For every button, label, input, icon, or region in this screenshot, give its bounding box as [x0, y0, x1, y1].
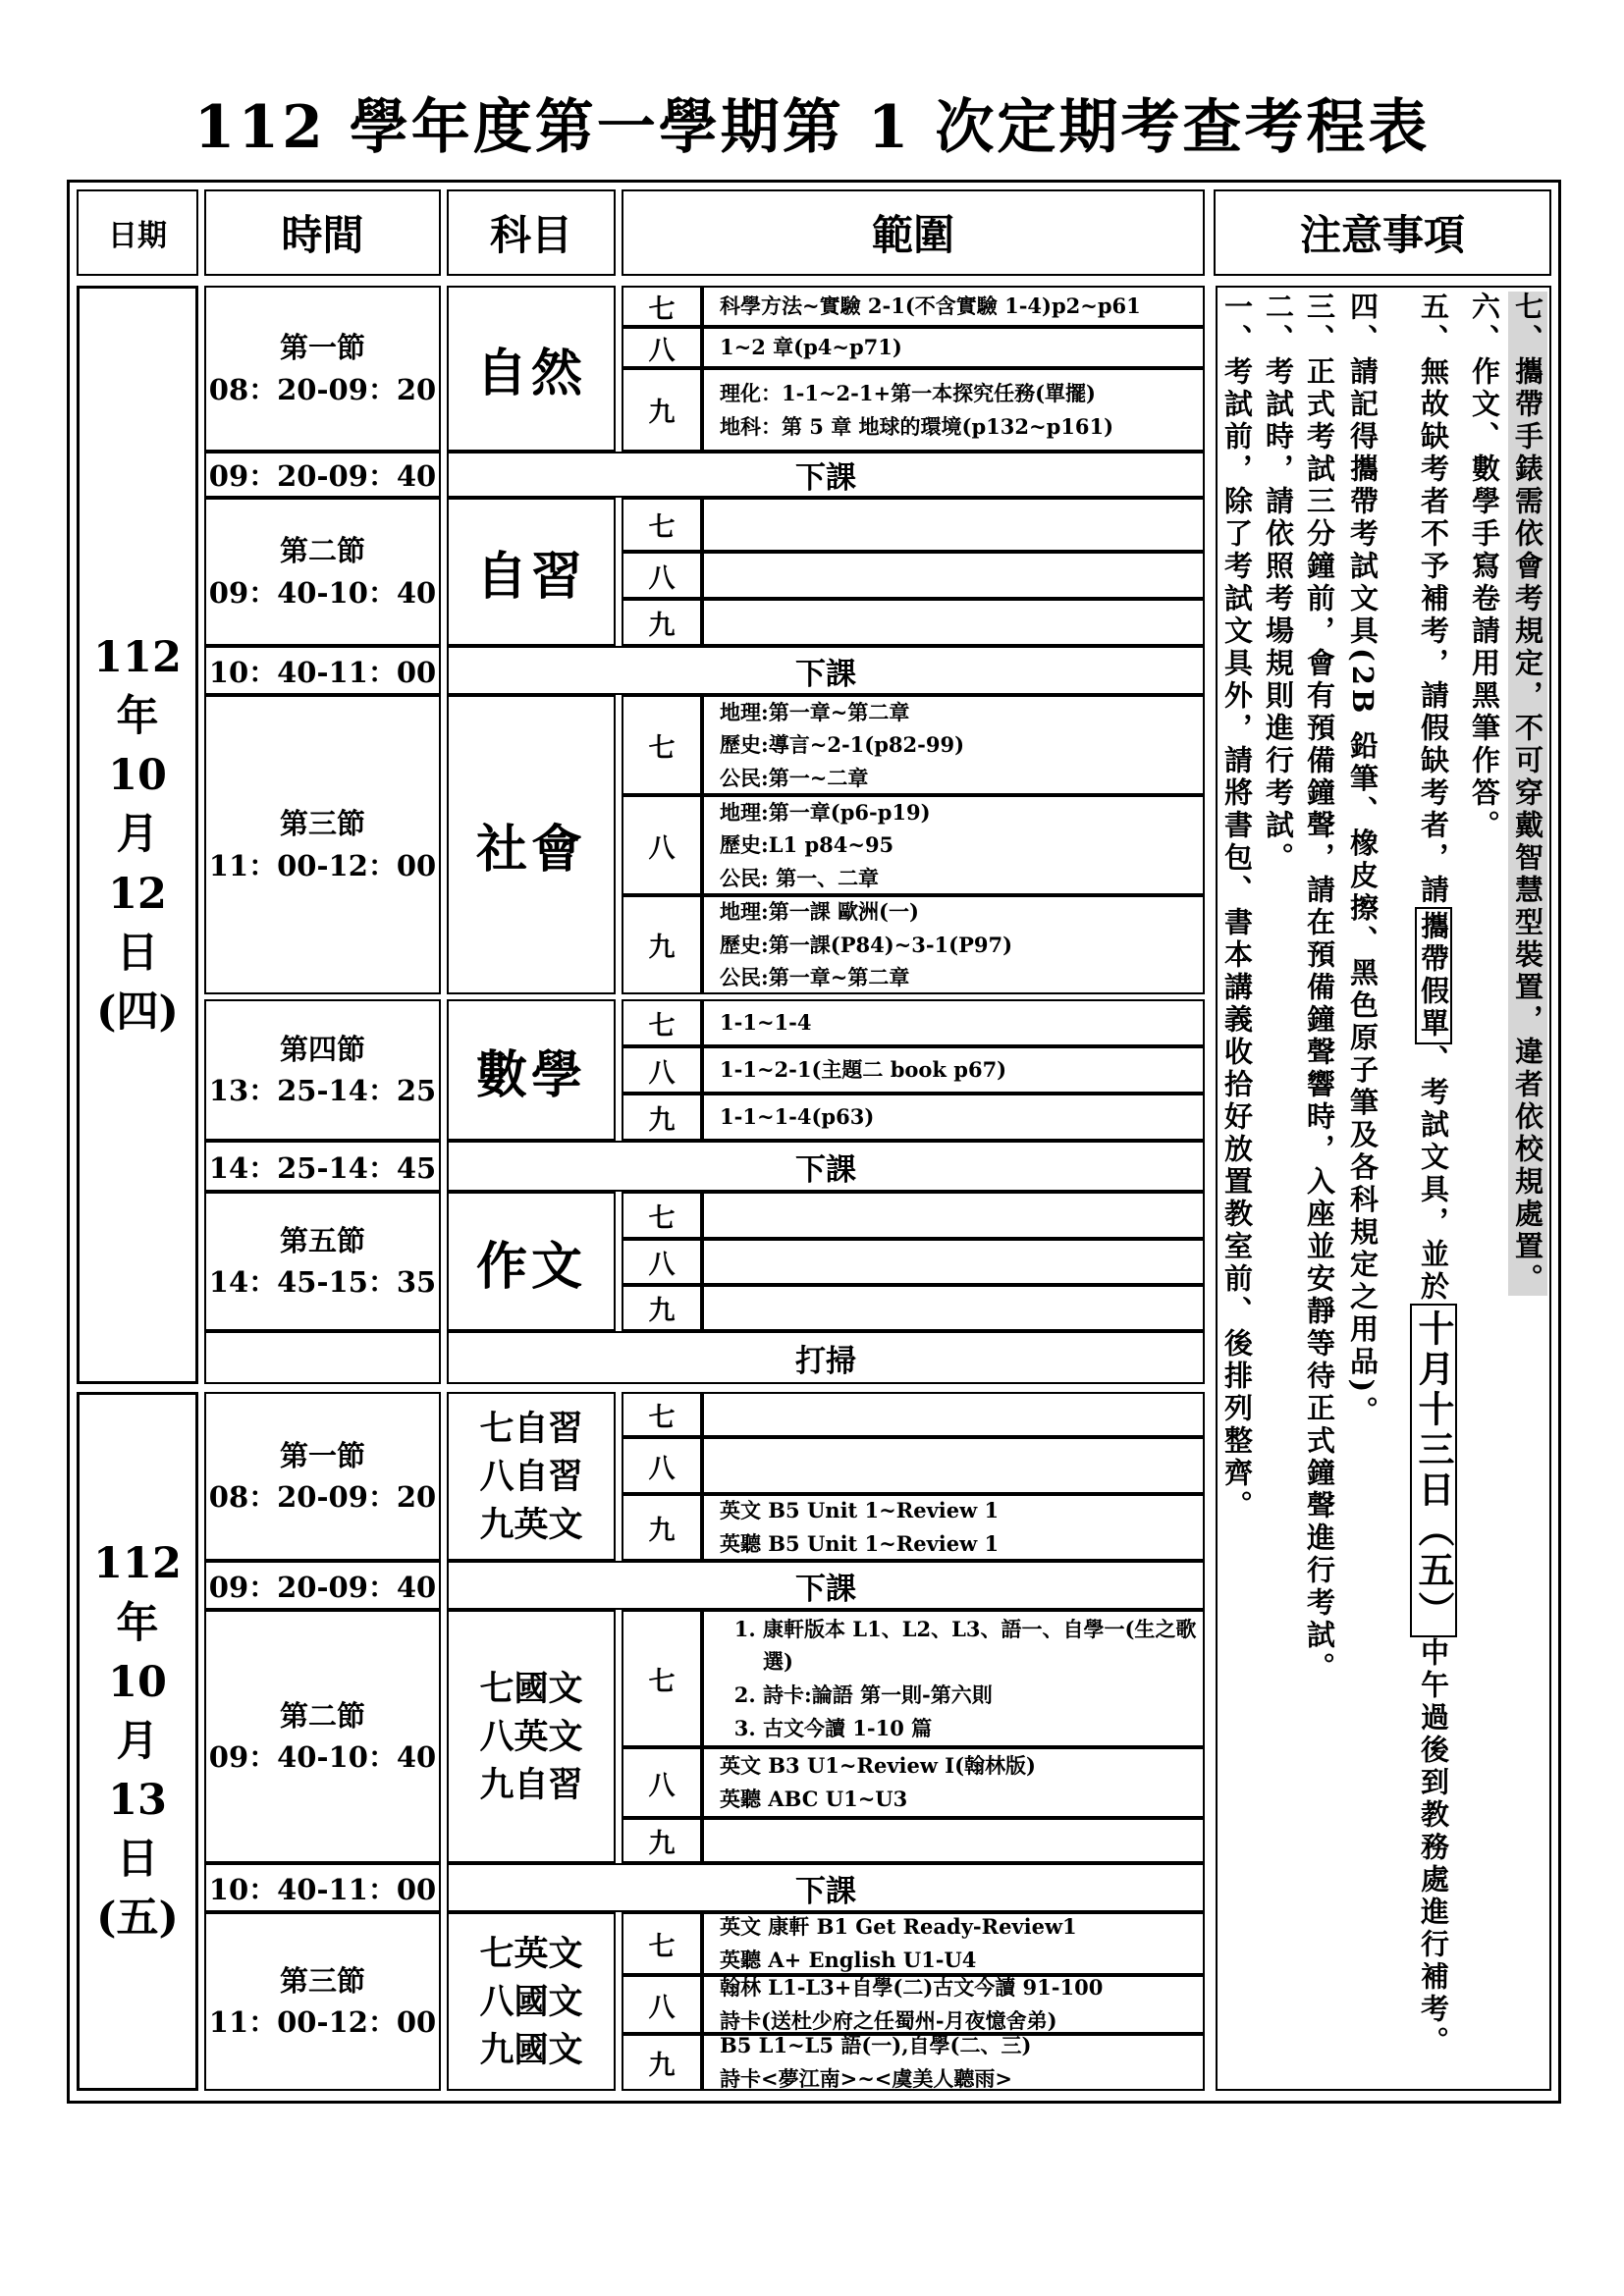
- day2-p1-range9: 英文 B5 Unit 1~Review 1 英聽 B5 Unit 1~Review 1: [702, 1494, 1205, 1561]
- day1-p1-grade9: 九: [622, 368, 702, 452]
- day2-p2-range8: 英文 B3 U1~Review I(翰林版) 英聽 ABC U1~U3: [702, 1747, 1205, 1818]
- day2-break1-label: 下課: [447, 1561, 1205, 1610]
- day2-p3-range8: 翰林 L1-L3+自學(二)古文今讀 91-100 詩卡(送杜少府之任蜀州-月夜憶舍弟): [702, 1975, 1205, 2034]
- header-range: 範圍: [622, 189, 1205, 276]
- day2-p1-grade8: 八: [622, 1437, 702, 1494]
- day1-break2-label: 下課: [447, 646, 1205, 695]
- day1-p2-range7: [702, 498, 1205, 552]
- note-1: 一、考試前，除了考試文具外，請將書包、書本講義收拾好放置教室前、後排列整齊。: [1220, 292, 1254, 1522]
- day1-p4-grade9: 九: [622, 1094, 702, 1141]
- day2-p3-grade7: 七: [622, 1912, 702, 1975]
- header-subject: 科目: [447, 189, 616, 276]
- day1-break2-time: 10：40-11：00: [204, 646, 441, 695]
- day2-p1-range7: [702, 1392, 1205, 1437]
- day1-period5-time: 第五節 14：45-15：35: [204, 1192, 441, 1331]
- day1-p2-grade9: 九: [622, 599, 702, 646]
- day1-p2-range9: [702, 599, 1205, 646]
- day1-p2-grade8: 八: [622, 552, 702, 599]
- day1-p3-range8: 地理:第一章(p6-p19) 歷史:L1 p84~95 公民: 第一、二章: [702, 795, 1205, 895]
- note-5-boxed-leave-slip: 攜帶假單: [1415, 907, 1452, 1044]
- day1-p5-grade9: 九: [622, 1285, 702, 1331]
- day1-p4-range9: 1-1~1-4(p63): [702, 1094, 1205, 1141]
- day2-period3-time: 第三節 11：00-12：00: [204, 1912, 441, 2091]
- day2-p3-grade9: 九: [622, 2034, 702, 2091]
- day2-period3-subjects: 七英文 八國文 九國文: [447, 1912, 616, 2091]
- day1-period4-subject: 數學: [447, 999, 616, 1141]
- day1-p5-range9: [702, 1285, 1205, 1331]
- day1-cleaning-time: [204, 1331, 441, 1384]
- day1-p3-range7: 地理:第一章~第二章 歷史:導言~2-1(p82-99) 公民:第一~二章: [702, 695, 1205, 795]
- day1-break1-label: 下課: [447, 452, 1205, 498]
- note-5: 五、無故缺考者不予補考，請假缺考者，請攜帶假單、考試文具，並於十月十三日（五）中午過後到教務處進行補考。: [1412, 292, 1455, 2058]
- notes-panel: [1216, 286, 1551, 2091]
- day2-period1-time: 第一節 08：20-09：20: [204, 1392, 441, 1561]
- note-5-makeup-date: 十月十三日（五）: [1410, 1304, 1457, 1637]
- day2-p1-grade9: 九: [622, 1494, 702, 1561]
- day1-break3-label: 下課: [447, 1141, 1205, 1192]
- note-4: 四、請記得攜帶考試文具(2B 鉛筆、橡皮擦、黑色原子筆及各科規定之用品)。: [1346, 292, 1380, 1429]
- day1-p3-grade7: 七: [622, 695, 702, 795]
- header-notes: 注意事項: [1214, 189, 1551, 276]
- day1-p1-grade8: 八: [622, 327, 702, 368]
- day2-p2-grade9: 九: [622, 1818, 702, 1863]
- day2-break2-label: 下課: [447, 1863, 1205, 1912]
- day1-period5-subject: 作文: [447, 1192, 616, 1331]
- day2-p1-grade7: 七: [622, 1392, 702, 1437]
- day1-period1-subject: 自然: [447, 286, 616, 452]
- day1-period3-time: 第三節 11：00-12：00: [204, 695, 441, 994]
- day1-p4-range7: 1-1~1-4: [702, 999, 1205, 1046]
- day1-period2-subject: 自習: [447, 498, 616, 646]
- page-title: 112 學年度第一學期第 1 次定期考查考程表: [193, 93, 1431, 162]
- note-2: 二、考試時，請依照考場規則進行考試。: [1262, 292, 1295, 875]
- day1-period1-time: 第一節 08：20-09：20: [204, 286, 441, 452]
- day1-period3-subject: 社會: [447, 695, 616, 994]
- day1-p5-range7: [702, 1192, 1205, 1239]
- day2-p2-range9: [702, 1818, 1205, 1863]
- day2-p2-grade8: 八: [622, 1747, 702, 1818]
- day2-p2-range7: 1. 康軒版本 L1、L2、L3、語一、自學一(生之歌選) 2. 詩卡:論語 第一則-第六則 3. 古文今讀 1-10 篇: [702, 1610, 1205, 1747]
- day1-p4-grade7: 七: [622, 999, 702, 1046]
- day1-p5-range8: [702, 1239, 1205, 1285]
- day1-date: 112 年 10 月 12 日 (四): [77, 286, 198, 1384]
- day1-cleaning-label: 打掃: [447, 1331, 1205, 1384]
- day2-date: 112 年 10 月 13 日 (五): [77, 1392, 198, 2091]
- day1-p1-grade7: 七: [622, 286, 702, 327]
- day2-p1-range8: [702, 1437, 1205, 1494]
- day1-p1-range7: 科學方法~實驗 2-1(不含實驗 1-4)p2~p61: [702, 286, 1205, 327]
- day1-p2-grade7: 七: [622, 498, 702, 552]
- day1-break1-time: 09：20-09：40: [204, 452, 441, 498]
- day2-p3-range9: B5 L1~L5 語(一),自學(二、三) 詩卡<夢江南>~<虞美人聽雨>: [702, 2034, 1205, 2091]
- day2-p3-grade8: 八: [622, 1975, 702, 2034]
- day1-p1-range9: 理化：1-1~2-1+第一本探究任務(單擺) 地科：第 5 章 地球的環境(p132~p161): [702, 368, 1205, 452]
- day2-period2-time: 第二節 09：40-10：40: [204, 1610, 441, 1863]
- note-6: 六、作文、數學手寫卷請用黑筆作答。: [1468, 292, 1501, 842]
- day2-p2-grade7: 七: [622, 1610, 702, 1747]
- day1-p3-grade9: 九: [622, 895, 702, 994]
- day1-p4-range8: 1-1~2-1(主題二 book p67): [702, 1046, 1205, 1094]
- day2-period1-subjects: 七自習 八自習 九英文: [447, 1392, 616, 1561]
- day1-p3-grade8: 八: [622, 795, 702, 895]
- day1-p3-range9: 地理:第一課 歐洲(一) 歷史:第一課(P84)~3-1(P97) 公民:第一章~第二章: [702, 895, 1205, 994]
- day2-break1-time: 09：20-09：40: [204, 1561, 441, 1610]
- day1-p4-grade8: 八: [622, 1046, 702, 1094]
- day1-p5-grade8: 八: [622, 1239, 702, 1285]
- day2-break2-time: 10：40-11：00: [204, 1863, 441, 1912]
- note-3: 三、正式考試三分鐘前，會有預備鐘聲，請在預備鐘聲響時，入座並安靜等待正式鐘聲進行考試。: [1303, 292, 1336, 1684]
- header-date: 日期: [77, 189, 198, 276]
- day2-p3-range7: 英文 康軒 B1 Get Ready-Review1 英聽 A+ English U1-U4: [702, 1912, 1205, 1975]
- day1-break3-time: 14：25-14：45: [204, 1141, 441, 1192]
- day1-p1-range8: 1~2 章(p4~p71): [702, 327, 1205, 368]
- day2-period2-subjects: 七國文 八英文 九自習: [447, 1610, 616, 1863]
- day1-p5-grade7: 七: [622, 1192, 702, 1239]
- day1-period2-time: 第二節 09：40-10：40: [204, 498, 441, 646]
- header-time: 時間: [204, 189, 441, 276]
- day1-period4-time: 第四節 13：25-14：25: [204, 999, 441, 1141]
- day1-p2-range8: [702, 552, 1205, 599]
- note-7: 七、攜帶手錶需依會考規定，不可穿戴智慧型裝置，違者依校規處置。: [1508, 292, 1547, 1296]
